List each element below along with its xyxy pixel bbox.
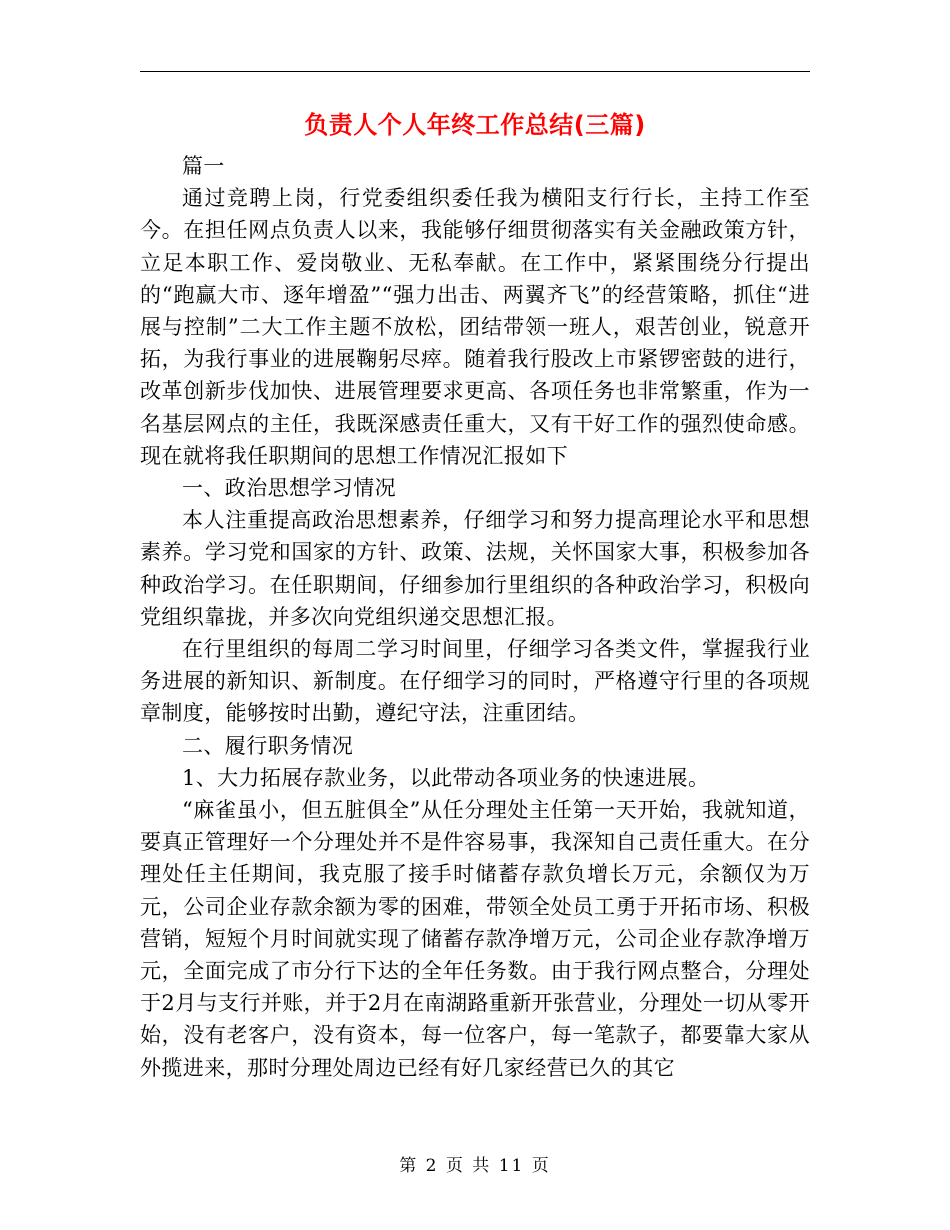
paragraph-political-study: 本人注重提高政治思想素养，仔细学习和努力提高理论水平和思想素养。学习党和国家的方针、政策、法规，关怀国家大事，积极参加各种政治学习。在任职期间，仔细参加行里组织的各种政治学习，积极向党组织靠拢，并多次向党组织递交思想汇报。 [140,508,810,629]
section-heading-duties: 二、履行职务情况 [182,733,354,758]
page-number-footer: 第 2 页 共 11 页 [399,1156,551,1176]
paragraph-intro: 通过竞聘上岗，行党委组织委任我为横阳支行行长，主持工作至今。在担任网点负责人以来，我能够仔细贯彻落实有关金融政策方针，立足本职工作、爱岗敬业、无私奉献。在工作中，紧紧围绕分行提出的“跑赢大市、逐年增盈”“强力出击、两翼齐飞”的经营策略，抓住“进展与控制”二大工作主题不放松，团结带领一班人，艰苦创业，锐意开拓，为我行事业的进展鞠躬尽瘁。随着我行股改上市紧锣密鼓的进行，改革创新步伐加快、进展管理要求更高、各项任务也非常繁重，作为一名基层网点的主任，我既深感责任重大，又有干好工作的强烈使命感。现在就将我任职期间的思想工作情况汇报如下 [140,186,810,468]
section-heading-political-study: 一、政治思想学习情况 [182,476,396,501]
header-rule [140,71,810,72]
subheading-deposit-business: 1、大力拓展存款业务，以此带动各项业务的快速进展。 [182,765,710,790]
paragraph-weekly-study: 在行里组织的每周二学习时间里，仔细学习各类文件，掌握我行业务进展的新知识、新制度。在仔细学习的同时，严格遵守行里的各项规章制度，能够按时出勤，遵纪守法，注重团结。 [140,637,810,726]
section-heading-part-one: 篇一 [182,154,225,178]
document-title: 负责人个人年终工作总结(三篇) [304,111,646,139]
paragraph-branch-management: “麻雀虽小，但五脏俱全”从任分理处主任第一天开始，我就知道，要真正管理好一个分理处并不是件容易事，我深知自己责任重大。在分理处任主任期间，我克服了接手时储蓄存款负增长万元，余额仅为万元，公司企业存款余额为零的困难，带领全处员工勇于开拓市场、积极营销，短短个月时间就实现了储蓄存款净增万元，公司企业存款净增万元，全面完成了市分行下达的全年任务数。由于我行网点整合，分理处于2月与支行并账，并于2月在南湖路重新开张营业，分理处一切从零开始，没有老客户，没有资本，每一位客户，每一笔款子，都要靠大家从外揽进来，那时分理处周边已经有好几家经营已久的其它 [140,798,810,1080]
document-body [140,150,810,1084]
